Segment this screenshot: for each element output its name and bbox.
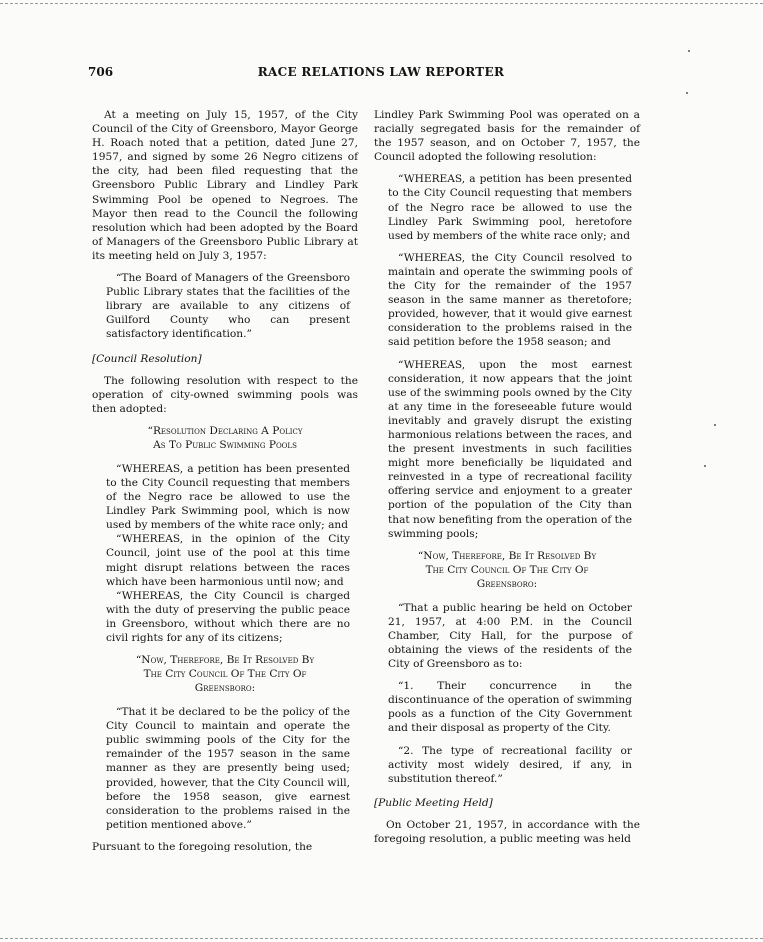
resolution-body: “That it be declared to be the policy of the City Council to maintain and operate the public swimming pools of the City for the remainder of the 1957 season in the same manner as they are presently being used; provided, however, that the City Council will, before the 1958 season, give earnest consideration to the problems raised in the petition mentioned above.” <box>106 706 350 831</box>
hearing-item-1: “1. Their concurrence in the discontinuance of the operation of swimming pools as a function of the City Government and their disposal as property of the City. <box>388 680 632 735</box>
section-heading-council-resolution: [Council Resolution] <box>92 352 202 365</box>
whereas-clause-2: “WHEREAS, in the opinion of the City Council, joint use of the pool at this time might disrupt relations between the races which have been harmonious until now; and <box>106 533 350 588</box>
meeting-paragraph: On October 21, 1957, in accordance with the foregoing resolution, a public meeting was held <box>374 818 640 846</box>
oct-whereas-clause-1: “WHEREAS, a petition has been presented to the City Council requesting that members of the Negro race be allowed to use the Lindley Park Swimming pool, heretofore used by members of the white race only; and <box>388 173 632 242</box>
hearing-paragraph: “That a public hearing be held on October 21, 1957, at 4:00 P.M. in the Council Chamber, City Hall, for the purpose of obtaining the views of the residents of the City of Greensboro as to: <box>388 601 632 671</box>
scan-speck <box>686 92 688 94</box>
hearing-block <box>388 601 632 786</box>
hearing-item-2: “2. The type of recreational facility or activity most widely desired, if any, in substitution thereof.” <box>388 744 632 785</box>
running-title: RACE RELATIONS LAW REPORTER <box>257 65 505 79</box>
page-number: 706 <box>88 65 114 79</box>
oct-whereas-clause-3: “WHEREAS, upon the most earnest consideration, it now appears that the joint use of the swimming pools owned by the City at any time in the foreseeable future would inevitably and gravely disrupt the existing harmonious relations between the races, and the present investments in such facilities might more beneficially be liquidated and reinvested in a type of recreational facility offering service and enjoyment to a greater portion of the population of the City than that now benefiting from the operation of the swimming pools; <box>388 358 633 540</box>
bottom-scan-edge <box>0 938 763 939</box>
resolution-title-line-2: As To Public Swimming Pools <box>153 438 297 451</box>
resolution-title-line-1: “Resolution Declaring A Policy <box>147 424 303 437</box>
resolved-line-3: Greensboro: <box>194 682 256 695</box>
continuation-paragraph: Lindley Park Swimming Pool was operated on a racially segregated basis for the remainder of the 1957 season, and on October 7, 1957, the Council adopted the following resolution: <box>374 109 640 164</box>
scan-speck <box>688 50 690 52</box>
oct-whereas-clause-2: “WHEREAS, the City Council resolved to maintain and operate the swimming pools of the City for the remainder of the 1957 season in the same manner as theretofore; provided, however, that it would give earnest consideration to the problems raised in the said petition before the 1958 season; and <box>388 251 632 349</box>
pursuant-paragraph: Pursuant to the foregoing resolution, the <box>92 840 313 853</box>
resolution-body-block <box>106 705 350 832</box>
whereas-clause-3: “WHEREAS, the City Council is charged with the duty of preserving the public peace in Greensboro, without which there are no civil rights for any of its citizens; <box>106 589 350 644</box>
scan-speck <box>714 424 716 426</box>
page-header <box>88 63 674 81</box>
right-column <box>374 108 640 854</box>
resolution-title <box>92 424 358 452</box>
library-quote-text: “The Board of Managers of the Greensboro Public Library states that the facilities of the library are available to any citizens of Guilford County who can present satisfactory identification.” <box>106 272 350 341</box>
resolution-intro: The following resolution with respect to the operation of city-owned swimming pools was then adopted: <box>92 374 358 415</box>
library-quote <box>106 271 350 341</box>
oct-resolved-line-3: Greensboro: <box>476 577 538 590</box>
top-scan-edge <box>0 3 763 4</box>
oct-resolved-line-1: “Now, Therefore, Be It Resolved By <box>417 549 597 562</box>
section-heading-public-meeting: [Public Meeting Held] <box>374 796 493 809</box>
resolved-line-2: The City Council Of The City Of <box>143 668 307 681</box>
whereas-clause-1: “WHEREAS, a petition has been presented to the City Council requesting that members of the Negro race be allowed to use the Lindley Park Swimming pool, which is now used by members of the white race only; and <box>106 462 350 532</box>
resolved-heading <box>92 653 358 695</box>
october-resolution-block <box>388 172 632 540</box>
scan-speck <box>704 465 706 467</box>
left-column <box>92 108 358 862</box>
oct-resolved-line-2: The City Council Of The City Of <box>425 563 589 576</box>
resolution-whereas-block <box>106 462 350 645</box>
resolved-line-1: “Now, Therefore, Be It Resolved By <box>135 654 315 667</box>
oct-resolved-heading <box>374 549 640 591</box>
intro-paragraph: At a meeting on July 15, 1957, of the City Council of the City of Greensboro, Mayor George H. Roach noted that a petition, dated June 27, 1957, and signed by some 26 Negro citizens of the city, had been filed requesting that the Greensboro Public Library and Lindley Park Swimming Pool be opened to Negroes. The Mayor then read to the Council the following resolution which had been adopted by the Board of Managers of the Greensboro Public Library at its meeting held on July 3, 1957: <box>92 109 358 262</box>
